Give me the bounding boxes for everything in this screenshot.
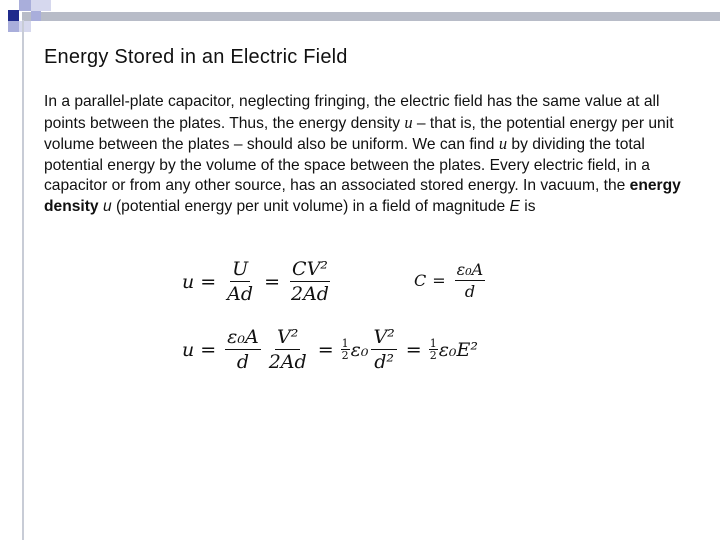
deco-square bbox=[41, 0, 51, 11]
fraction-numerator: CV² bbox=[292, 258, 328, 280]
fraction bbox=[371, 326, 396, 373]
fraction-numerator: ε₀A bbox=[227, 326, 259, 348]
deco-square bbox=[19, 0, 31, 11]
half-denominator: 2 bbox=[429, 349, 437, 362]
deco-square bbox=[31, 11, 41, 21]
deco-square bbox=[8, 10, 19, 21]
body-paragraph bbox=[44, 92, 684, 218]
deco-square bbox=[19, 21, 31, 32]
var-e: E bbox=[509, 197, 520, 215]
eq-lhs: u bbox=[182, 270, 195, 293]
decorative-header bbox=[0, 0, 720, 40]
deco-square bbox=[8, 21, 19, 32]
fraction bbox=[289, 258, 331, 305]
half-numerator: 1 bbox=[429, 337, 437, 350]
half-denominator: 2 bbox=[341, 349, 349, 362]
fraction-denominator: d bbox=[236, 351, 250, 373]
fraction bbox=[225, 258, 255, 305]
equation-energy-density bbox=[182, 258, 334, 305]
slide-title: Energy Stored in an Electric Field bbox=[44, 46, 348, 68]
equals-sign: = bbox=[432, 271, 446, 290]
equals-sign: = bbox=[264, 270, 280, 293]
left-vertical-rule bbox=[22, 20, 24, 540]
fraction bbox=[225, 326, 261, 373]
var-u: u bbox=[498, 134, 508, 154]
fraction-denominator: d² bbox=[374, 351, 394, 373]
header-rule bbox=[22, 12, 720, 21]
equals-sign: = bbox=[200, 338, 217, 361]
fraction bbox=[267, 326, 309, 373]
fraction-denominator: 2Ad bbox=[290, 283, 329, 305]
one-half bbox=[341, 338, 350, 361]
half-numerator: 1 bbox=[341, 337, 349, 350]
para-text: In a parallel-plate capacitor, neglecting fringing, the electric field has the same value at all points between the plates. Thus, the energy density bbox=[44, 93, 660, 132]
fraction-denominator: 2Ad bbox=[268, 351, 307, 373]
eq-lhs: C bbox=[414, 271, 427, 290]
fraction-numerator: V² bbox=[373, 326, 395, 348]
var-u: u bbox=[102, 197, 112, 215]
equation-capacitance bbox=[414, 260, 488, 301]
eq-lhs: u bbox=[182, 338, 195, 361]
eq-tail: ε₀E² bbox=[438, 338, 479, 361]
epsilon-zero: ε₀ bbox=[350, 338, 369, 361]
energy-density-term: energy density bbox=[44, 177, 681, 215]
para-text: by dividing the total potential energy by the volume of the space between the plates. Every electric field, in a capacitor or from any other source, has an associated stored energy. In vacuum, the bbox=[44, 136, 650, 195]
equals-sign: = bbox=[200, 270, 217, 293]
one-half bbox=[429, 338, 438, 361]
var-u: u bbox=[404, 112, 413, 132]
equation-energy-density-field bbox=[182, 326, 478, 373]
para-text: – that is, the potential energy per unit volume between the plates – should also be uniform. We can find bbox=[44, 114, 674, 154]
fraction-numerator: ε₀A bbox=[456, 260, 484, 279]
para-text: is bbox=[519, 197, 536, 215]
para-text: (potential energy per unit volume) in a field of magnitude bbox=[111, 197, 510, 215]
equals-sign: = bbox=[317, 338, 334, 361]
fraction-numerator: V² bbox=[277, 326, 299, 348]
fraction bbox=[455, 260, 486, 301]
equals-sign: = bbox=[405, 338, 422, 361]
fraction-denominator: Ad bbox=[227, 283, 254, 305]
fraction-numerator: U bbox=[232, 258, 249, 280]
deco-square bbox=[31, 0, 41, 11]
fraction-denominator: d bbox=[464, 282, 476, 301]
